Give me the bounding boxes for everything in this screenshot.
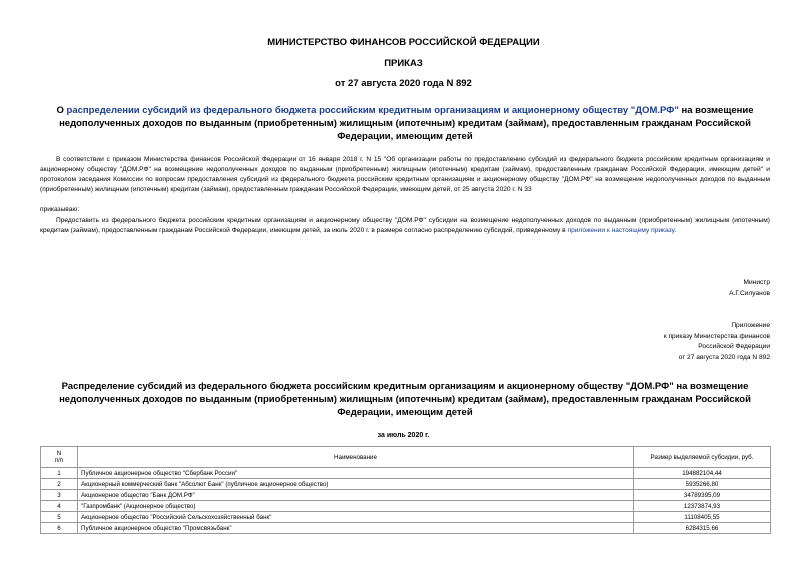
signature-name: А.Г.Силуанов <box>729 290 770 297</box>
row-amount: 5935266,80 <box>634 479 771 490</box>
title-link[interactable]: распределении субсидий из федерального бюджета российским кредитным организациям и акционерному обществу "ДОМ.РФ" <box>66 105 679 116</box>
order-word: приказываю: <box>40 206 80 213</box>
signature-position: Министр <box>743 279 770 286</box>
row-number: 6 <box>41 523 78 534</box>
subsidy-table <box>40 446 771 534</box>
row-name: Публичное акционерное общество "Сбербанк России" <box>78 468 634 479</box>
title-prefix: О <box>56 105 67 116</box>
row-name: Публичное акционерное общество "Промсвязьбанк" <box>78 523 634 534</box>
table-row <box>41 523 771 534</box>
table-row <box>41 468 771 479</box>
header-number-line1: N <box>56 450 62 457</box>
header-number-line2: п/п <box>54 457 64 464</box>
row-name: Акционерный коммерческий банк "Абсолют Банк" (публичное акционерное общество) <box>78 479 634 490</box>
table-row <box>41 490 771 501</box>
table-row <box>41 512 771 523</box>
period-label: за июль 2020 г. <box>377 432 430 439</box>
order-paragraph <box>40 216 770 236</box>
row-number: 3 <box>41 490 78 501</box>
header-name: Наименование <box>78 447 634 468</box>
row-number: 2 <box>41 479 78 490</box>
doc-date-number: от 27 августа 2020 года N 892 <box>335 78 472 89</box>
row-amount: 194882104,44 <box>634 468 771 479</box>
appendix-line-3: Российской Федерации <box>698 343 770 350</box>
row-name: "Газпромбанк" (Акционерное общество) <box>78 501 634 512</box>
row-amount: 34789395,09 <box>634 490 771 501</box>
table-row <box>41 501 771 512</box>
ministry-heading: МИНИСТЕРСТВО ФИНАНСОВ РОССИЙСКОЙ ФЕДЕРАЦИИ <box>267 37 540 48</box>
header-number <box>41 447 78 468</box>
row-amount: 11108405,55 <box>634 512 771 523</box>
doc-type-heading: ПРИКАЗ <box>384 58 423 69</box>
table-header-row <box>41 447 771 468</box>
row-amount: 12373874,93 <box>634 501 771 512</box>
row-amount: 6284315,66 <box>634 523 771 534</box>
row-name: Акционерное общество "Банк ДОМ.РФ" <box>78 490 634 501</box>
preamble-paragraph: В соответствии с приказом Министерства финансов Российской Федерации от 16 января 2018 г. N 15 "Об организации работы по предоставлению субсидий из федерального бюджета российским кредитным организациям и акционерному обществу "ДОМ.РФ" на возмещение недополученных доходов по выданным (приобретенным) жилищным (ипотечным) кредитам (займам), предоставленным гражданам Российской Федерации, имеющим детей" и протоколом заседания Комиссии по вопросам предоставления субсидий из федерального бюджета российским кредитным организациям и акционерному обществу "ДОМ.РФ" на возмещение недополученных доходов по выданным (приобретенным) жилищным (ипотечным) кредитам (займам), предоставленным гражданам Российской Федерации, имеющим детей, от 25 августа 2020 г. N 33 <box>40 156 770 193</box>
title-suffix: на возмещение недополученных доходов по выданным (приобретенным) жилищным (ипотечным) кредитам (займам), предоставленным гражданам Российской Федерации, имеющим детей <box>59 105 754 142</box>
order-paragraph-end: . <box>674 227 677 234</box>
document-title <box>30 104 780 143</box>
row-number: 4 <box>41 501 78 512</box>
appendix-line-4: от 27 августа 2020 года N 892 <box>678 353 770 361</box>
order-paragraph-text: Предоставить из федерального бюджета российским кредитным организациям и акционерному обществу "ДОМ.РФ" субсидии на возмещение недополученных доходов по выданным (приобретенным) жилищным (ипотечным) кредитам (займам), предоставленным гражданам Российской Федерации, имеющим детей, за июль 2020 г. в размере согласно распределению субсидий, приведенному в <box>40 217 770 234</box>
appendix-block <box>664 321 770 363</box>
table-row <box>41 479 771 490</box>
appendix-link[interactable]: приложении к настоящему приказу <box>567 227 675 234</box>
appendix-line-2: к приказу Министерства финансов <box>663 332 770 340</box>
header-amount: Размер выделяемой субсидии, руб. <box>634 447 771 468</box>
distribution-title: Распределение субсидий из федерального бюджета российским кредитным организациям и акционерному обществу "ДОМ.РФ" на возмещение недополученных доходов по выданным (приобретенным) жилищным (ипотечным) кредитам (займам), предоставленным гражданам Российской Федерации, имеющим детей <box>59 381 751 418</box>
row-number: 5 <box>41 512 78 523</box>
row-name: Акционерное общество "Российский Сельскохозяйственный банк" <box>78 512 634 523</box>
appendix-line-1: Приложение <box>731 322 770 329</box>
row-number: 1 <box>41 468 78 479</box>
